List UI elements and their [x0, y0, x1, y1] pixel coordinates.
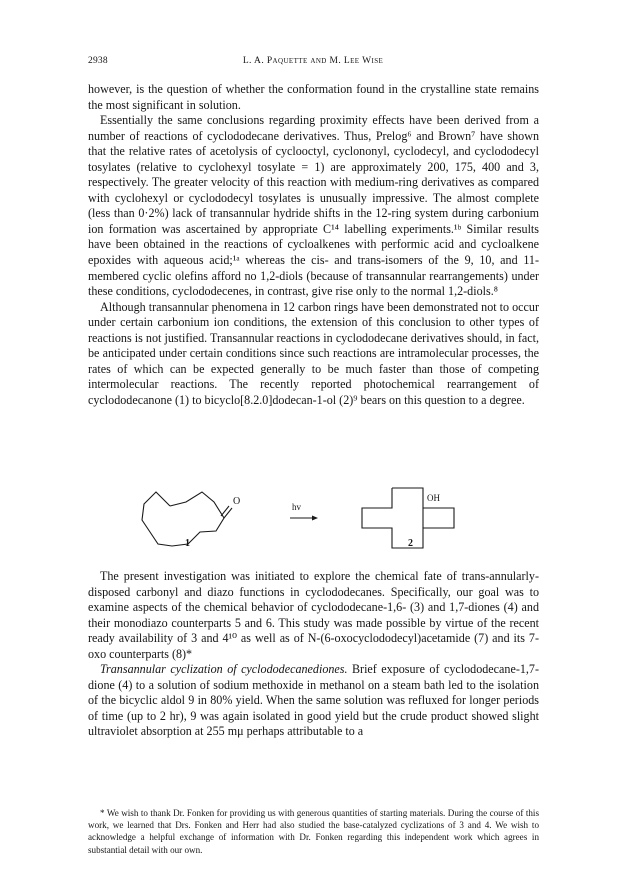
carbonyl-bond: [224, 508, 232, 518]
running-head: L. A. Paquette and M. Lee Wise: [242, 56, 384, 66]
arrow-label: hv: [292, 502, 301, 512]
article-body-top: [88, 82, 539, 408]
compound-2-label: 2: [408, 538, 413, 549]
paragraph-transannular-cyclization: [88, 662, 539, 740]
footnote: * We wish to thank Dr. Fonken for providing us with generous quantities of starting materials. During the course of this work, we learned that Drs. Fonken and Herr had also studied the base-catalyzed cyclizations of 3 and 4. We wish to acknowledge a helpful exchange of information with Dr. Fonken regarding this independent work which agrees in substantial detail with our own.: [88, 808, 539, 855]
carbonyl-oxygen-label: O: [233, 496, 241, 507]
cyclododecanone-ring: [142, 492, 224, 546]
section-run-in-heading: Transannular cyclization of cyclododecanediones.: [100, 662, 348, 677]
hydroxyl-label: OH: [427, 493, 440, 503]
section-text: Brief exposure of cyclododecane-1,7-dione (4) to a solution of sodium methoxide in methanol on a steam bath led to the isolation of the bicyclic aldol 9 in 80% yield. When the same solution was refluxed for longer periods of time (up to 2 hr), 9 was again isolated in good yield but the crude product showed slight ultraviolet absorption at 255 mμ perhaps attributable to a: [88, 662, 539, 739]
scheme-drawing: [140, 486, 500, 556]
paragraph-proximity-effects: Essentially the same conclusions regarding proximity effects have been derived from a number of reactions of cyclododecane derivatives. Thus, Prelog⁶ and Brown⁷ have shown that the relative rates of acetolysis of cyclooctyl, cyclononyl, cyclodecyl, and cyclododecyl tosylates (relative to cyclohexyl tosylate = 1) are approximately 200, 175, 400 and 3, respectively. The greater velocity of this reaction with medium-ring derivatives as compared with cyclohexyl or cyclododecyl tosylates is unusually impressive. The almost complete (less than 0·2%) lack of transannular hydride shifts in the 12-ring system during carbonium ion formation was ascertained by appropriate C¹⁴ labelling experiments.¹ᵇ Similar results have been obtained in the reactions of cycloalkenes with performic acid and cycloalkene epoxides with aqueous acid;¹ᵃ whereas the cis- and trans-isomers of the 9, 10, and 11-membered cyclic olefins afford no 1,2-diols (because of transannular rearrangements) under these conditions, cyclododecenes, in contrast, give rise only to the normal 1,2-diols.⁸: [88, 113, 539, 299]
reaction-arrow-head: [312, 516, 318, 521]
page-number: 2938: [88, 56, 108, 66]
article-body-bottom: [88, 569, 539, 740]
paragraph-transannular-phenomena: Although transannular phenomena in 12 carbon rings have been demonstrated not to occur under certain carbonium ion conditions, the extension of this conclusion to other types of reactions is not justified. Transannular reactions in cyclododecane derivatives should, in fact, be anticipated under certain conditions since such reactions are intramolecular processes, the rates of which can be expected generally to be much faster than those of competing intermolecular reactions. The recently reported photochemical rearrangement of cyclododecanone (1) to bicyclo[8.2.0]dodecan-1-ol (2)⁹ bears on this question to a degree.: [88, 299, 539, 407]
compound-1-label: 1: [185, 538, 190, 549]
carbonyl-bond-2: [221, 506, 229, 516]
paragraph-continuation: however, is the question of whether the conformation found in the crystalline state remains the most significant in solution.: [88, 82, 539, 112]
reaction-scheme: [140, 486, 500, 556]
paragraph-present-investigation: The present investigation was initiated to explore the chemical fate of trans-annularly-disposed carbonyl and diazo functions in cyclododecanes. Specifically, our goal was to examine aspects of the chemical behavior of cyclododecane-1,6- (3) and 1,7-diones (4) and their monodiazo counterparts 5 and 6. This study was made possible by virtue of the recent ready availability of 3 and 4¹⁰ as well as of N-(6-oxocyclododecyl)acetamide (7) and its 7-oxo counterparts (8)*: [88, 569, 539, 661]
page-header: [88, 56, 538, 70]
